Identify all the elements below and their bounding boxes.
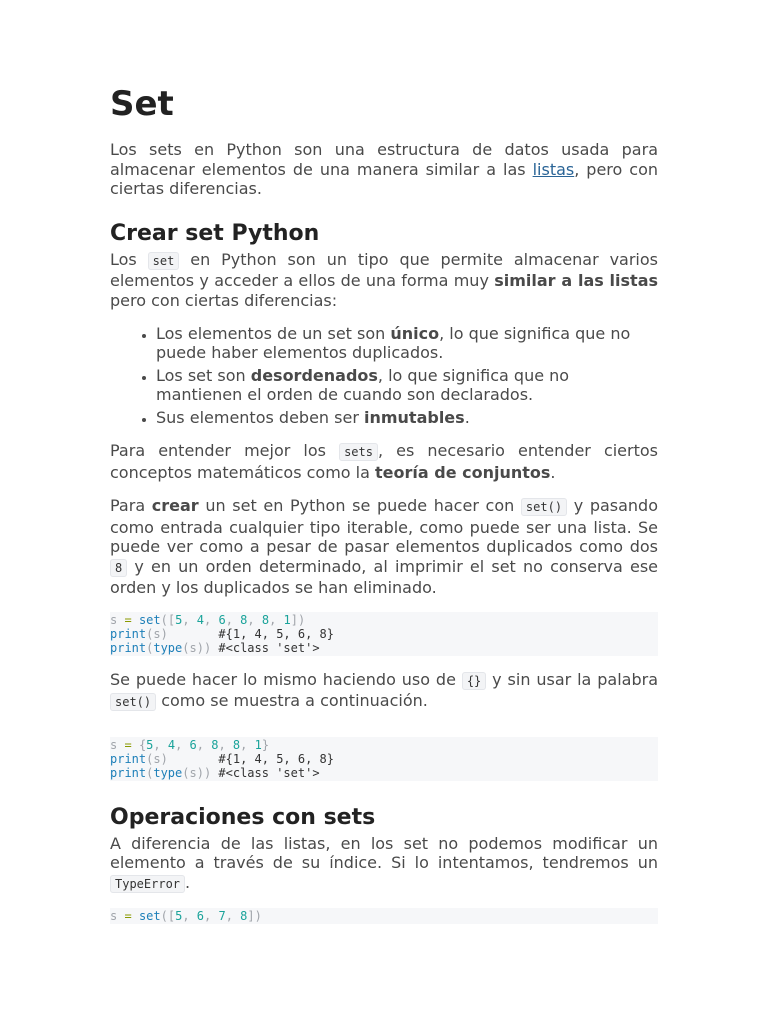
code-number: 8 <box>261 612 270 627</box>
listas-link[interactable]: listas <box>532 159 575 179</box>
text: . <box>550 462 556 482</box>
code-number: 1 <box>283 612 291 627</box>
code-number: 1 <box>254 737 262 752</box>
code-number: 6 <box>218 612 226 627</box>
code-token: (s) <box>146 626 168 641</box>
code-token: ]) <box>247 909 262 923</box>
text: y sin usar la palabra <box>486 669 658 689</box>
text: , lo que significa que no mantienen el orden de cuando son declarados. <box>156 366 570 404</box>
page-title: Set <box>110 84 174 124</box>
bold-teoria-conjuntos: teoría de conjuntos <box>375 462 551 482</box>
intro-text-after: , pero con ciertas diferencias. <box>110 159 659 198</box>
code-token: print <box>110 751 147 766</box>
code-number: 8 <box>232 737 241 752</box>
code-token: { <box>138 737 147 752</box>
text: como se muestra a continuación. <box>156 691 428 710</box>
bold-text: inmutables <box>363 408 465 427</box>
list-item <box>156 324 658 362</box>
code-token: ]) <box>290 612 306 627</box>
text: . <box>185 872 191 892</box>
inline-code-set: set <box>148 252 180 270</box>
code-token: set <box>138 909 161 923</box>
inline-code-braces: {} <box>462 672 486 690</box>
inline-code-eight: 8 <box>110 559 127 577</box>
code-token: s <box>110 737 118 752</box>
code-number: 5 <box>146 737 154 752</box>
bold-text: único <box>390 324 440 343</box>
code-number: 4 <box>167 737 176 752</box>
text: pero con ciertas diferencias: <box>110 290 338 310</box>
code-token: s <box>110 909 118 923</box>
text: . <box>464 408 470 427</box>
paragraph-braces <box>110 670 658 713</box>
code-number: 5 <box>175 909 183 923</box>
inline-code-set-call: set() <box>110 693 156 711</box>
paragraph-set-type <box>110 250 658 311</box>
text: Los <box>110 249 148 269</box>
code-number: 8 <box>211 737 219 752</box>
intro-paragraph <box>110 140 658 199</box>
code-token: type <box>153 640 183 655</box>
section-heading-operaciones: Operaciones con sets <box>110 804 376 830</box>
code-comment: #<class 'set'> <box>218 640 320 655</box>
code-block-set-operations: s = set([5, 6, 7, 8]) <box>110 908 658 924</box>
code-token: print <box>110 626 147 641</box>
text: A diferencia de las listas, en los set no podemos modificar un elemento a través de su índice. Si lo intentamos, tendremos un <box>110 833 658 872</box>
intro-text-before: Los sets en Python son una estructura de datos usada para almacenar elementos de una manera similar a las <box>110 140 658 179</box>
code-token: (s) <box>146 751 168 766</box>
spacer <box>110 795 658 805</box>
code-token: = <box>124 737 132 752</box>
paragraph-typeerror <box>110 834 658 895</box>
code-token: s <box>110 612 118 627</box>
code-number: 6 <box>189 737 197 752</box>
text: en Python son un tipo que permite almacenar varios elementos y acceder a ellos de una forma muy <box>110 249 658 290</box>
code-number: 8 <box>240 909 248 923</box>
code-token: (s)) <box>182 765 212 780</box>
text: y en un orden determinado, al imprimir el set no conserva ese orden y los duplicados se han eliminado. <box>110 556 658 597</box>
list-item <box>156 366 658 404</box>
text: Para <box>110 496 152 515</box>
code-block-set-list: s = set([5, 4, 6, 8, 8, 1]) print(s) #{1, 4, 5, 6, 8} print(type(s)) #<class 'set'> <box>110 612 658 656</box>
paragraph-teoria-conjuntos <box>110 441 658 482</box>
code-number: 7 <box>218 909 226 923</box>
bold-crear: crear <box>151 496 199 515</box>
text: Para entender mejor los <box>110 441 340 460</box>
code-token: (s)) <box>182 640 212 655</box>
code-token: = <box>124 909 132 923</box>
code-token: print <box>110 765 147 780</box>
bold-text: desordenados <box>250 366 378 385</box>
code-number: 4 <box>196 612 204 627</box>
section-heading-crear-set: Crear set Python <box>110 220 320 246</box>
code-token: ([ <box>160 612 176 627</box>
code-token: } <box>261 737 270 752</box>
code-comment: #{1, 4, 5, 6, 8} <box>218 626 334 641</box>
paragraph-crear-set <box>110 496 658 598</box>
spacer <box>110 727 658 737</box>
article <box>110 84 658 924</box>
text: , es necesario entender ciertos conceptos matemáticos como la <box>110 441 658 482</box>
code-token: set <box>138 612 161 627</box>
code-number: 5 <box>175 612 183 627</box>
code-token: print <box>110 640 147 655</box>
code-number: 6 <box>196 909 204 923</box>
bold-similar-listas: similar a las listas <box>494 271 659 290</box>
code-number: 8 <box>240 612 248 627</box>
inline-code-set-call: set() <box>521 498 567 516</box>
text: Se puede hacer lo mismo haciendo uso de <box>110 669 462 689</box>
code-token: ([ <box>160 909 176 923</box>
code-token: = <box>124 612 132 627</box>
set-properties-list <box>110 324 658 427</box>
text: un set en Python se puede hacer con <box>198 496 521 515</box>
code-block-set-literal: s = {5, 4, 6, 8, 8, 1} print(s) #{1, 4, 5, 6, 8} print(type(s)) #<class 'set'> <box>110 737 658 781</box>
code-token: type <box>153 765 183 780</box>
inline-code-sets: sets <box>339 443 378 461</box>
text: Los set son <box>156 366 251 385</box>
code-comment: #{1, 4, 5, 6, 8} <box>218 751 334 766</box>
code-comment: #<class 'set'> <box>218 765 320 780</box>
text: y pasando como entrada cualquier tipo iterable, como puede ser una lista. Se puede ver como a pesar de pasar elementos duplicados como dos <box>110 496 658 556</box>
inline-code-typeerror: TypeError <box>110 875 185 893</box>
text: Los elementos de un set son <box>156 324 391 343</box>
list-item <box>156 408 658 427</box>
text: , lo que significa que no puede haber elementos duplicados. <box>156 324 631 362</box>
text: Sus elementos deben ser <box>156 408 364 427</box>
